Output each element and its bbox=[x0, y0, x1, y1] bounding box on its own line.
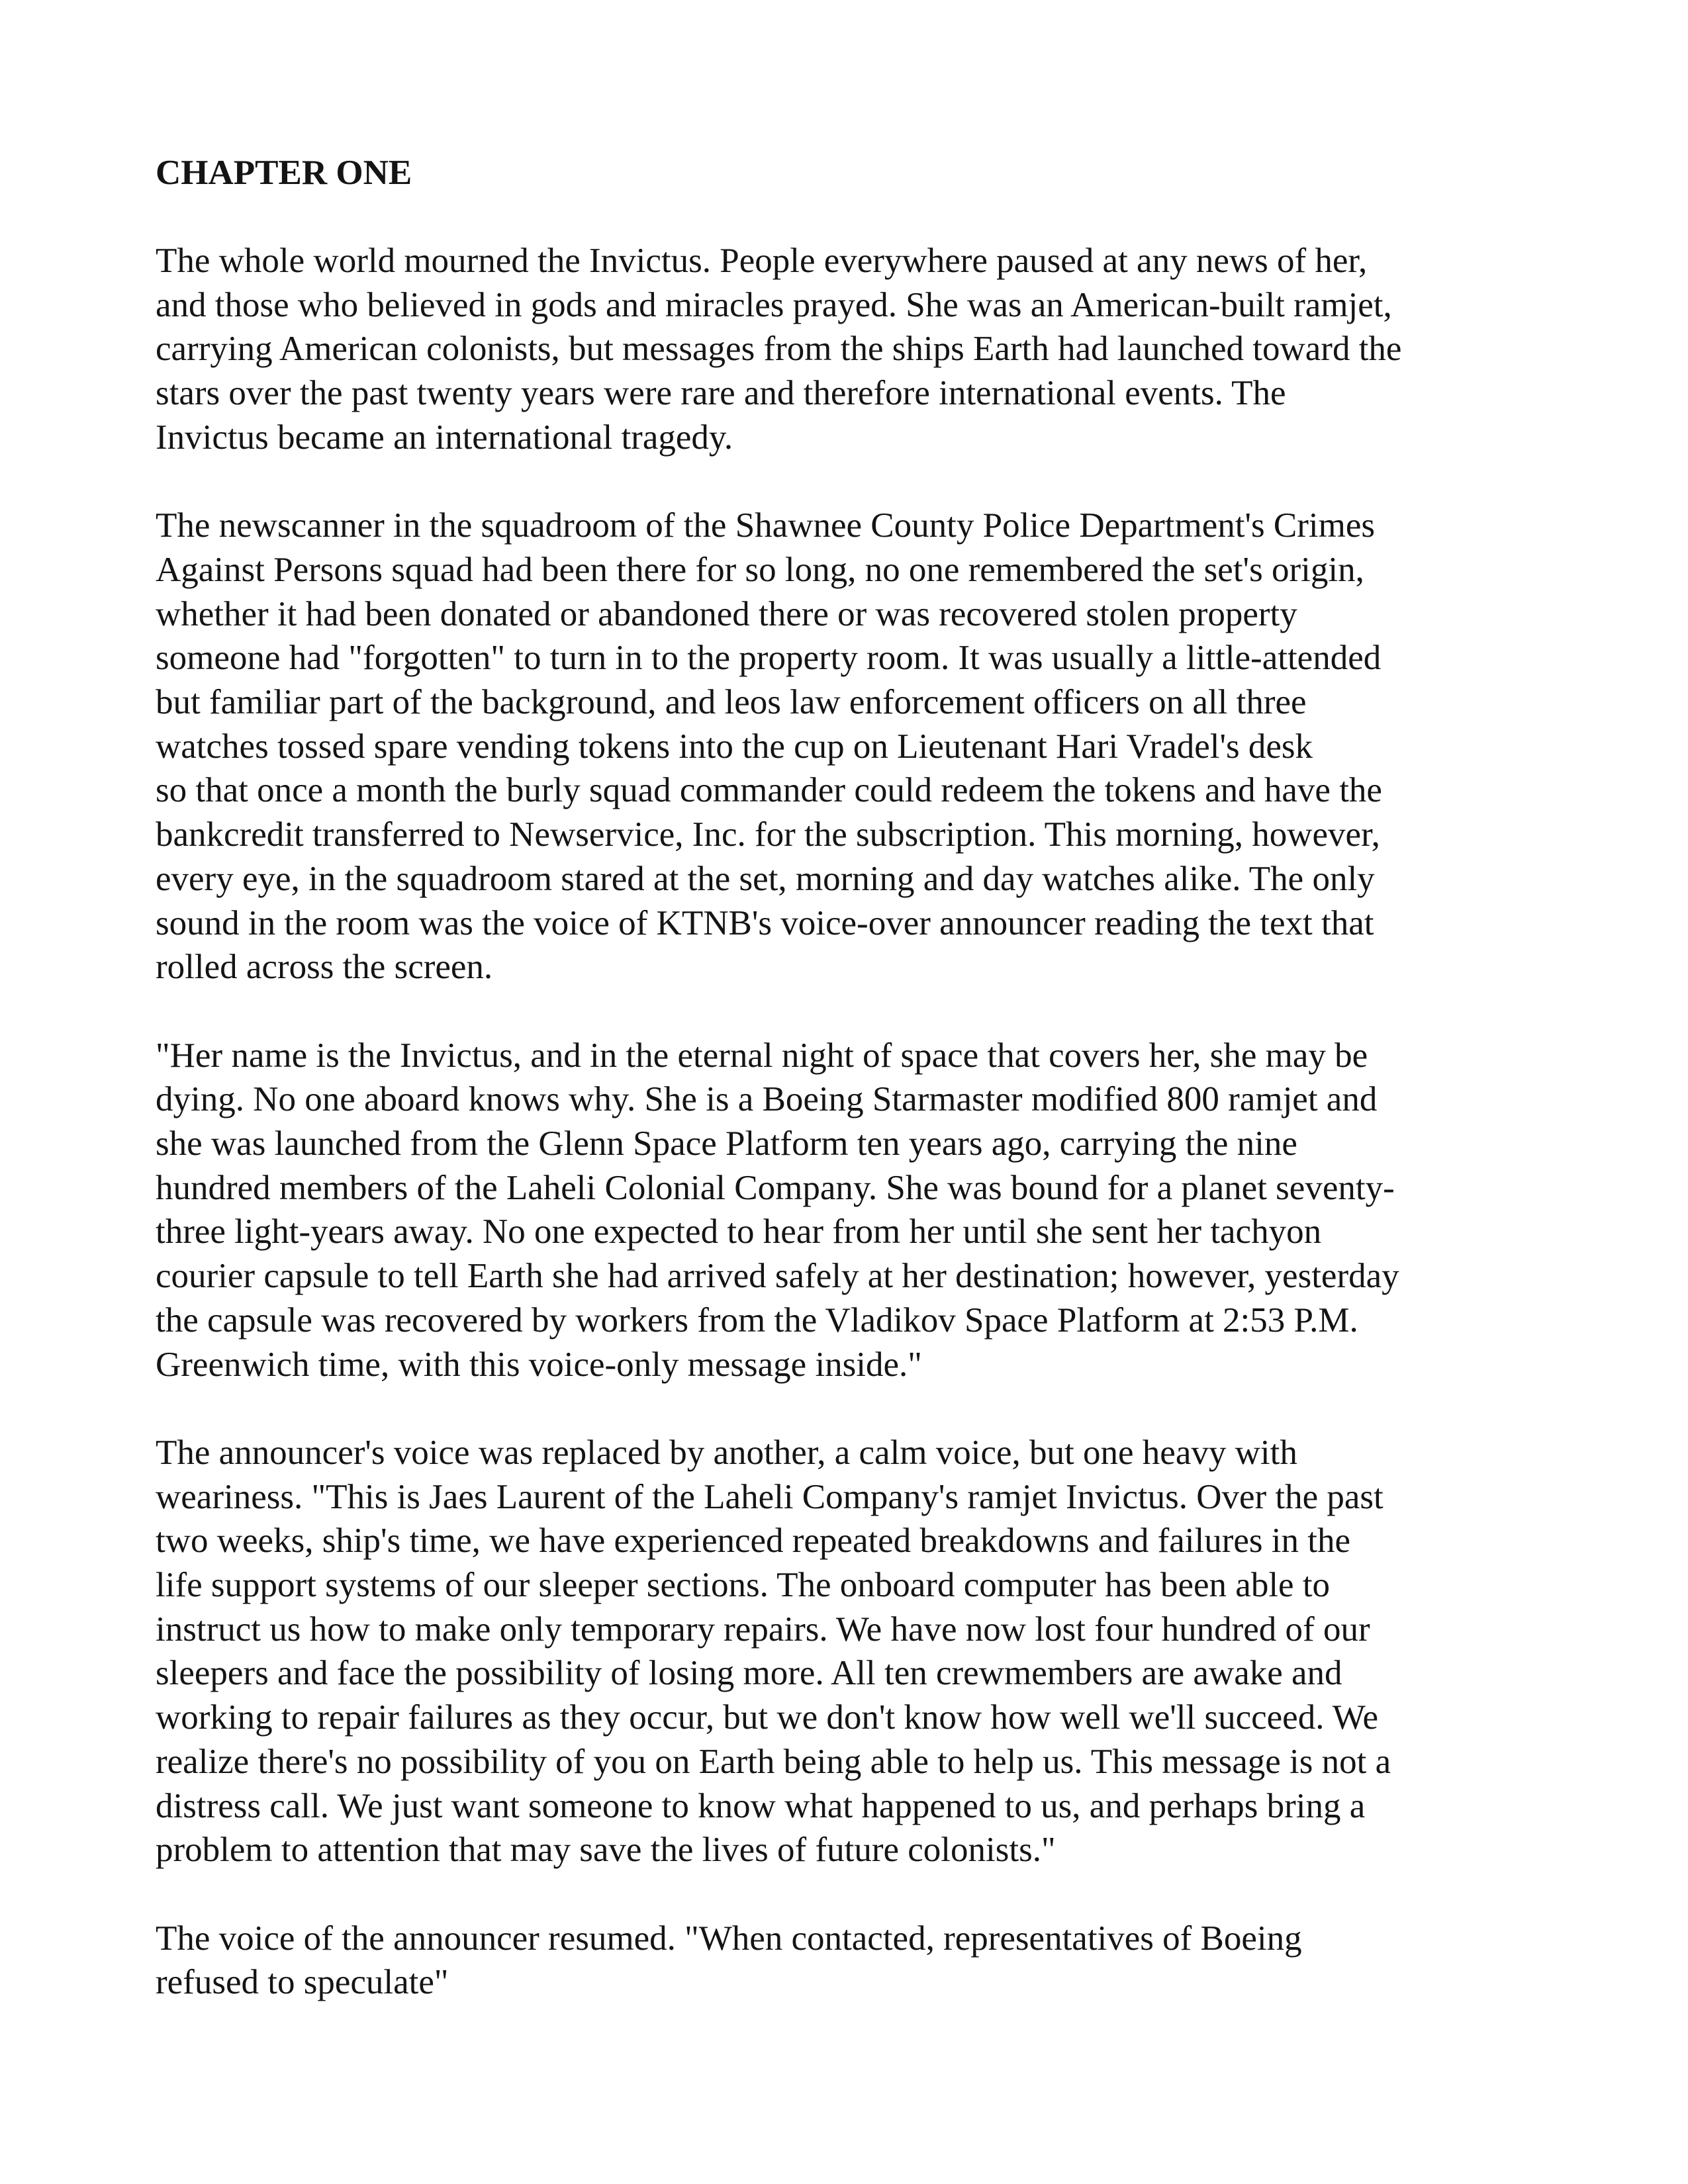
text-line: "Her name is the Invictus, and in the eternal night of space that covers her, she may be bbox=[156, 1036, 1368, 1075]
text-line: Greenwich time, with this voice-only message inside." bbox=[156, 1345, 922, 1384]
text-line: realize there's no possibility of you on Earth being able to help us. This message is not a bbox=[156, 1742, 1391, 1781]
paragraph-5 bbox=[156, 1917, 1536, 2005]
text-line: distress call. We just want someone to know what happened to us, and perhaps bring a bbox=[156, 1786, 1366, 1825]
text-line: instruct us how to make only temporary repairs. We have now lost four hundred of our bbox=[156, 1610, 1370, 1649]
text-line: and those who believed in gods and miracles prayed. She was an American-built ramjet, bbox=[156, 285, 1392, 324]
text-line: three light-years away. No one expected to hear from her until she sent her tachyon bbox=[156, 1212, 1322, 1251]
text-line: life support systems of our sleeper sections. The onboard computer has been able to bbox=[156, 1566, 1331, 1605]
text-line: she was launched from the Glenn Space Platform ten years ago, carrying the nine bbox=[156, 1124, 1297, 1163]
text-line: watches tossed spare vending tokens into the cup on Lieutenant Hari Vradel's desk bbox=[156, 727, 1313, 766]
paragraph-3 bbox=[156, 1034, 1536, 1387]
text-line: The announcer's voice was replaced by another, a calm voice, but one heavy with bbox=[156, 1433, 1297, 1472]
text-line: bankcredit transferred to Newservice, Inc. for the subscription. This morning, however, bbox=[156, 815, 1380, 854]
text-line: carrying American colonists, but messages from the ships Earth had launched toward the bbox=[156, 330, 1402, 369]
chapter-heading: CHAPTER ONE bbox=[156, 154, 412, 192]
text-line: whether it had been donated or abandoned there or was recovered stolen property bbox=[156, 594, 1297, 633]
text-line: so that once a month the burly squad commander could redeem the tokens and have the bbox=[156, 771, 1382, 810]
text-line: hundred members of the Laheli Colonial Company. She was bound for a planet seventy- bbox=[156, 1168, 1395, 1207]
text-line: The voice of the announcer resumed. "When contacted, representatives of Boeing bbox=[156, 1919, 1302, 1958]
text-line: Against Persons squad had been there for so long, no one remembered the set's origin, bbox=[156, 550, 1364, 589]
text-line: The newscanner in the squadroom of the Shawnee County Police Department's Crimes bbox=[156, 506, 1376, 545]
text-line: Invictus became an international tragedy. bbox=[156, 418, 733, 457]
text-line: rolled across the screen. bbox=[156, 948, 493, 987]
text-line: sound in the room was the voice of KTNB's voice-over announcer reading the text that bbox=[156, 903, 1374, 942]
text-line: working to repair failures as they occur, but we don't know how well we'll succeed. We bbox=[156, 1698, 1379, 1737]
text-line: two weeks, ship's time, we have experienced repeated breakdowns and failures in the bbox=[156, 1522, 1351, 1561]
text-line: weariness. "This is Jaes Laurent of the Laheli Company's ramjet Invictus. Over the past bbox=[156, 1477, 1383, 1516]
text-line: The whole world mourned the Invictus. People everywhere paused at any news of her, bbox=[156, 242, 1368, 280]
text-line: someone had "forgotten" to turn in to the property room. It was usually a little-attended bbox=[156, 639, 1382, 678]
text-line: stars over the past twenty years were rare and therefore international events. The bbox=[156, 374, 1286, 413]
text-line: courier capsule to tell Earth she had arrived safely at her destination; however, yesterday bbox=[156, 1257, 1399, 1296]
page-content bbox=[156, 151, 1536, 2005]
paragraph-4 bbox=[156, 1431, 1536, 1872]
paragraph-2 bbox=[156, 504, 1536, 989]
text-line: refused to speculate" bbox=[156, 1963, 449, 2002]
paragraph-1 bbox=[156, 239, 1536, 460]
text-line: problem to attention that may save the lives of future colonists." bbox=[156, 1831, 1056, 1870]
text-line: but familiar part of the background, and leos law enforcement officers on all three bbox=[156, 683, 1307, 722]
text-line: dying. No one aboard knows why. She is a Boeing Starmaster modified 800 ramjet and bbox=[156, 1080, 1378, 1119]
text-line: the capsule was recovered by workers from the Vladikov Space Platform at 2:53 P.M. bbox=[156, 1300, 1358, 1340]
text-line: every eye, in the squadroom stared at the set, morning and day watches alike. The only bbox=[156, 859, 1375, 898]
text-line: sleepers and face the possibility of losing more. All ten crewmembers are awake and bbox=[156, 1654, 1342, 1693]
